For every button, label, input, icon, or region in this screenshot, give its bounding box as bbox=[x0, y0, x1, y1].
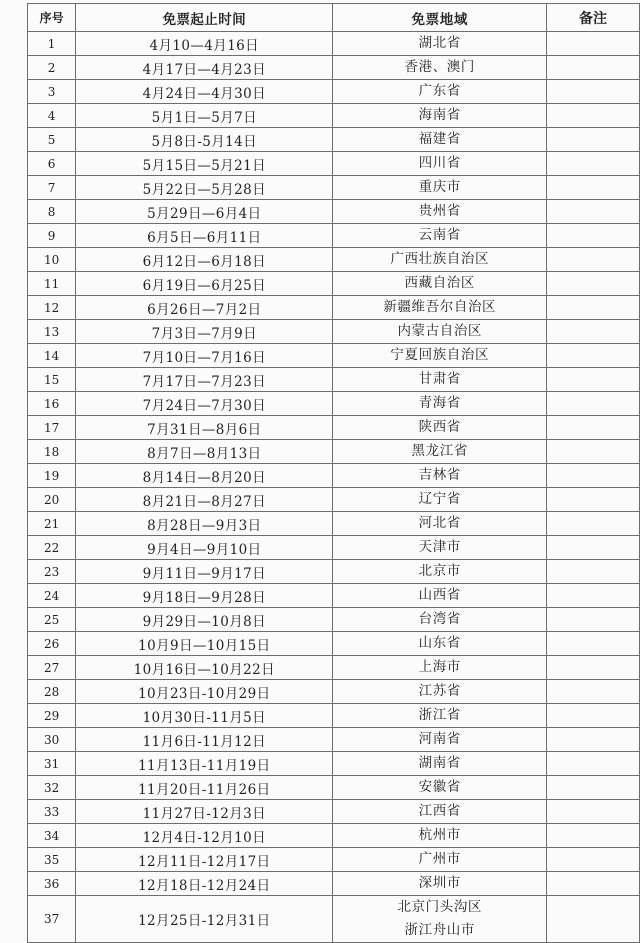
row-dates: 7月24日—7月30日 bbox=[76, 392, 333, 416]
region-name: 浙江舟山市 bbox=[404, 922, 475, 938]
row-note bbox=[547, 488, 640, 512]
table-row bbox=[28, 200, 640, 224]
row-index: 18 bbox=[28, 440, 76, 464]
table-row bbox=[28, 872, 640, 896]
row-dates: 9月4日—9月10日 bbox=[76, 536, 333, 560]
row-dates: 6月12日—6月18日 bbox=[76, 248, 333, 272]
row-dates: 7月31日—8月6日 bbox=[76, 416, 333, 440]
table-row bbox=[28, 248, 640, 272]
header-row bbox=[28, 4, 640, 32]
row-region bbox=[333, 800, 547, 824]
region-name: 天津市 bbox=[418, 539, 461, 555]
table-row bbox=[28, 296, 640, 320]
header-index: 序号 bbox=[28, 4, 76, 32]
row-region bbox=[333, 392, 547, 416]
region-name: 西藏自治区 bbox=[404, 275, 475, 291]
table-row bbox=[28, 440, 640, 464]
row-dates: 8月7日—8月13日 bbox=[76, 440, 333, 464]
region-name: 上海市 bbox=[418, 659, 461, 675]
row-note bbox=[547, 440, 640, 464]
region-name: 海南省 bbox=[418, 107, 461, 123]
region-name: 河北省 bbox=[418, 515, 461, 531]
region-name: 青海省 bbox=[418, 395, 461, 411]
table-row bbox=[28, 464, 640, 488]
region-name: 浙江省 bbox=[418, 707, 461, 723]
region-name: 山东省 bbox=[418, 635, 461, 651]
row-dates: 11月27日-12月3日 bbox=[76, 800, 333, 824]
row-dates: 7月17日—7月23日 bbox=[76, 368, 333, 392]
table-row bbox=[28, 704, 640, 728]
row-region bbox=[333, 296, 547, 320]
row-note bbox=[547, 560, 640, 584]
row-index: 21 bbox=[28, 512, 76, 536]
table-row bbox=[28, 104, 640, 128]
row-region bbox=[333, 728, 547, 752]
row-region bbox=[333, 56, 547, 80]
row-region bbox=[333, 224, 547, 248]
row-region bbox=[333, 344, 547, 368]
row-index: 12 bbox=[28, 296, 76, 320]
region-name: 江西省 bbox=[418, 803, 461, 819]
row-note bbox=[547, 104, 640, 128]
row-index: 3 bbox=[28, 80, 76, 104]
table-row bbox=[28, 848, 640, 872]
row-dates: 11月13日-11月19日 bbox=[76, 752, 333, 776]
row-dates: 9月18日—9月28日 bbox=[76, 584, 333, 608]
row-region bbox=[333, 824, 547, 848]
region-name: 湖北省 bbox=[418, 35, 461, 51]
row-dates: 12月25日-12月31日 bbox=[76, 896, 333, 943]
table-row bbox=[28, 776, 640, 800]
row-note bbox=[547, 848, 640, 872]
row-index: 33 bbox=[28, 800, 76, 824]
row-index: 31 bbox=[28, 752, 76, 776]
row-index: 15 bbox=[28, 368, 76, 392]
row-note bbox=[547, 392, 640, 416]
row-note bbox=[547, 416, 640, 440]
row-note bbox=[547, 752, 640, 776]
row-region bbox=[333, 32, 547, 56]
region-name: 吉林省 bbox=[418, 467, 461, 483]
region-name: 广州市 bbox=[418, 851, 461, 867]
row-note bbox=[547, 56, 640, 80]
row-dates: 12月18日-12月24日 bbox=[76, 872, 333, 896]
region-name: 宁夏回族自治区 bbox=[390, 347, 490, 363]
table-row bbox=[28, 608, 640, 632]
row-note bbox=[547, 80, 640, 104]
region-name: 广西壮族自治区 bbox=[390, 251, 490, 267]
row-dates: 9月29日—10月8日 bbox=[76, 608, 333, 632]
table-row bbox=[28, 512, 640, 536]
row-index: 22 bbox=[28, 536, 76, 560]
region-name: 安徽省 bbox=[418, 779, 461, 795]
row-dates: 5月15日—5月21日 bbox=[76, 152, 333, 176]
row-region bbox=[333, 560, 547, 584]
row-region bbox=[333, 176, 547, 200]
row-dates: 5月1日—5月7日 bbox=[76, 104, 333, 128]
row-dates: 6月19日—6月25日 bbox=[76, 272, 333, 296]
row-index: 14 bbox=[28, 344, 76, 368]
row-region bbox=[333, 752, 547, 776]
row-note bbox=[547, 824, 640, 848]
row-region bbox=[333, 128, 547, 152]
table-row bbox=[28, 728, 640, 752]
row-note bbox=[547, 464, 640, 488]
row-note bbox=[547, 296, 640, 320]
row-dates: 10月16日—10月22日 bbox=[76, 656, 333, 680]
row-region bbox=[333, 896, 547, 943]
region-name: 黑龙江省 bbox=[411, 443, 468, 459]
table-row bbox=[28, 488, 640, 512]
row-index: 4 bbox=[28, 104, 76, 128]
row-region bbox=[333, 488, 547, 512]
row-region bbox=[333, 704, 547, 728]
row-dates: 8月28日—9月3日 bbox=[76, 512, 333, 536]
row-region bbox=[333, 464, 547, 488]
row-note bbox=[547, 128, 640, 152]
row-note bbox=[547, 224, 640, 248]
row-index: 7 bbox=[28, 176, 76, 200]
table-row bbox=[28, 152, 640, 176]
table-row bbox=[28, 56, 640, 80]
row-dates: 5月22日—5月28日 bbox=[76, 176, 333, 200]
row-note bbox=[547, 680, 640, 704]
row-index: 1 bbox=[28, 32, 76, 56]
region-name: 香港、澳门 bbox=[404, 59, 475, 75]
row-index: 9 bbox=[28, 224, 76, 248]
row-index: 20 bbox=[28, 488, 76, 512]
row-index: 30 bbox=[28, 728, 76, 752]
row-dates: 5月8日-5月14日 bbox=[76, 128, 333, 152]
region-name: 四川省 bbox=[418, 155, 461, 171]
row-index: 34 bbox=[28, 824, 76, 848]
region-name: 湖南省 bbox=[418, 755, 461, 771]
row-note bbox=[547, 272, 640, 296]
row-region bbox=[333, 80, 547, 104]
row-region bbox=[333, 512, 547, 536]
row-dates: 7月3日—7月9日 bbox=[76, 320, 333, 344]
table-row bbox=[28, 320, 640, 344]
row-note bbox=[547, 368, 640, 392]
row-region bbox=[333, 584, 547, 608]
region-name: 山西省 bbox=[418, 587, 461, 603]
row-index: 10 bbox=[28, 248, 76, 272]
row-note bbox=[547, 32, 640, 56]
region-name: 台湾省 bbox=[418, 611, 461, 627]
row-note bbox=[547, 872, 640, 896]
row-index: 28 bbox=[28, 680, 76, 704]
row-dates: 5月29日—6月4日 bbox=[76, 200, 333, 224]
row-index: 29 bbox=[28, 704, 76, 728]
row-dates: 11月20日-11月26日 bbox=[76, 776, 333, 800]
row-region bbox=[333, 656, 547, 680]
row-dates: 4月10—4月16日 bbox=[76, 32, 333, 56]
row-index: 2 bbox=[28, 56, 76, 80]
table-row bbox=[28, 632, 640, 656]
region-name: 河南省 bbox=[418, 731, 461, 747]
header-region: 免票地域 bbox=[333, 4, 547, 32]
row-index: 6 bbox=[28, 152, 76, 176]
table-row bbox=[28, 560, 640, 584]
row-dates: 12月11日-12月17日 bbox=[76, 848, 333, 872]
row-dates: 10月9日—10月15日 bbox=[76, 632, 333, 656]
row-dates: 6月26日—7月2日 bbox=[76, 296, 333, 320]
row-region bbox=[333, 608, 547, 632]
row-dates: 12月4日-12月10日 bbox=[76, 824, 333, 848]
row-note bbox=[547, 176, 640, 200]
region-name: 杭州市 bbox=[418, 827, 461, 843]
row-index: 26 bbox=[28, 632, 76, 656]
row-region bbox=[333, 272, 547, 296]
row-region bbox=[333, 536, 547, 560]
region-name: 深圳市 bbox=[418, 875, 461, 891]
table-header bbox=[28, 4, 640, 32]
region-name: 云南省 bbox=[418, 227, 461, 243]
row-note bbox=[547, 200, 640, 224]
row-index: 27 bbox=[28, 656, 76, 680]
row-dates: 8月21日—8月27日 bbox=[76, 488, 333, 512]
row-dates: 10月23日-10月29日 bbox=[76, 680, 333, 704]
table-row bbox=[28, 80, 640, 104]
row-note bbox=[547, 320, 640, 344]
region-name: 北京门头沟区 bbox=[397, 899, 483, 915]
table-row bbox=[28, 344, 640, 368]
table-row bbox=[28, 32, 640, 56]
row-note bbox=[547, 608, 640, 632]
row-region bbox=[333, 320, 547, 344]
row-index: 36 bbox=[28, 872, 76, 896]
row-index: 5 bbox=[28, 128, 76, 152]
row-region bbox=[333, 680, 547, 704]
table-row bbox=[28, 368, 640, 392]
table-row bbox=[28, 656, 640, 680]
row-dates: 4月17日—4月23日 bbox=[76, 56, 333, 80]
row-dates: 9月11日—9月17日 bbox=[76, 560, 333, 584]
header-note: 备注 bbox=[547, 4, 640, 32]
row-note bbox=[547, 536, 640, 560]
row-note bbox=[547, 800, 640, 824]
row-note bbox=[547, 248, 640, 272]
row-note bbox=[547, 776, 640, 800]
table-row bbox=[28, 176, 640, 200]
region-name: 江苏省 bbox=[418, 683, 461, 699]
table-row bbox=[28, 128, 640, 152]
region-name: 内蒙古自治区 bbox=[397, 323, 483, 339]
row-index: 25 bbox=[28, 608, 76, 632]
region-name: 陕西省 bbox=[418, 419, 461, 435]
table-row bbox=[28, 416, 640, 440]
row-index: 17 bbox=[28, 416, 76, 440]
row-index: 35 bbox=[28, 848, 76, 872]
region-name: 重庆市 bbox=[418, 179, 461, 195]
table-row bbox=[28, 392, 640, 416]
row-region bbox=[333, 368, 547, 392]
table-row bbox=[28, 272, 640, 296]
row-index: 37 bbox=[28, 896, 76, 943]
row-region bbox=[333, 248, 547, 272]
row-note bbox=[547, 152, 640, 176]
table-row bbox=[28, 896, 640, 943]
region-name: 辽宁省 bbox=[418, 491, 461, 507]
row-dates: 11月6日-11月12日 bbox=[76, 728, 333, 752]
row-note bbox=[547, 632, 640, 656]
table-row bbox=[28, 680, 640, 704]
row-note bbox=[547, 512, 640, 536]
row-index: 11 bbox=[28, 272, 76, 296]
region-name: 北京市 bbox=[418, 563, 461, 579]
table-row bbox=[28, 536, 640, 560]
table-row bbox=[28, 824, 640, 848]
row-dates: 6月5日—6月11日 bbox=[76, 224, 333, 248]
table-row bbox=[28, 584, 640, 608]
region-name: 贵州省 bbox=[418, 203, 461, 219]
header-dates: 免票起止时间 bbox=[76, 4, 333, 32]
row-region bbox=[333, 632, 547, 656]
row-index: 19 bbox=[28, 464, 76, 488]
row-index: 23 bbox=[28, 560, 76, 584]
table-row bbox=[28, 800, 640, 824]
row-dates: 7月10日—7月16日 bbox=[76, 344, 333, 368]
row-index: 32 bbox=[28, 776, 76, 800]
row-index: 13 bbox=[28, 320, 76, 344]
row-region bbox=[333, 440, 547, 464]
row-region bbox=[333, 776, 547, 800]
row-dates: 8月14日—8月20日 bbox=[76, 464, 333, 488]
table-body bbox=[28, 32, 640, 943]
region-name: 福建省 bbox=[418, 131, 461, 147]
row-region bbox=[333, 416, 547, 440]
row-note bbox=[547, 584, 640, 608]
row-note bbox=[547, 704, 640, 728]
table-row bbox=[28, 752, 640, 776]
free-ticket-schedule-table bbox=[27, 3, 640, 943]
row-region bbox=[333, 200, 547, 224]
row-note bbox=[547, 344, 640, 368]
row-dates: 4月24日—4月30日 bbox=[76, 80, 333, 104]
region-name: 广东省 bbox=[418, 83, 461, 99]
region-name: 新疆维吾尔自治区 bbox=[383, 299, 497, 315]
row-note bbox=[547, 728, 640, 752]
row-note bbox=[547, 656, 640, 680]
row-index: 16 bbox=[28, 392, 76, 416]
row-index: 8 bbox=[28, 200, 76, 224]
row-region bbox=[333, 104, 547, 128]
row-dates: 10月30日-11月5日 bbox=[76, 704, 333, 728]
row-region bbox=[333, 848, 547, 872]
row-note bbox=[547, 896, 640, 943]
row-region bbox=[333, 152, 547, 176]
row-region bbox=[333, 872, 547, 896]
table-row bbox=[28, 224, 640, 248]
row-index: 24 bbox=[28, 584, 76, 608]
region-name: 甘肃省 bbox=[418, 371, 461, 387]
